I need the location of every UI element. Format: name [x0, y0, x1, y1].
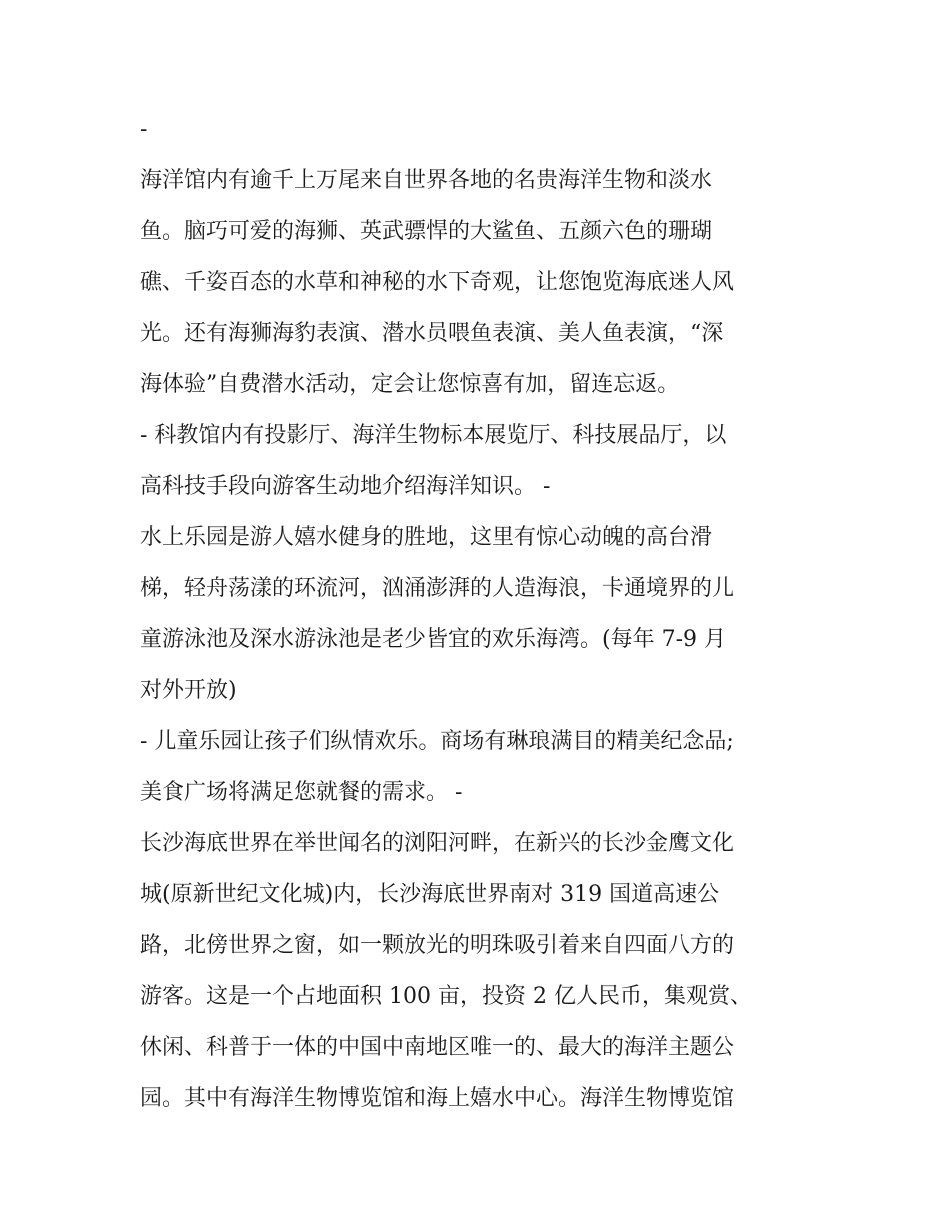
text-line: 休闲、科普于一体的中国中南地区唯一的、最大的海洋主题公 — [140, 1035, 735, 1060]
text-line: 游客。这是一个占地面积 100 亩，投资 2 亿人民币，集观赏、 — [140, 984, 752, 1009]
text-line: 路，北傍世界之窗，如一颗放光的明珠吸引着来自四面八方的 — [140, 933, 735, 958]
text-line: 鱼。脑巧可爱的海狮、英武骠悍的大鲨鱼、五颜六色的珊瑚 — [140, 219, 713, 244]
text-line: 对外开放) — [140, 678, 237, 703]
text-line: 高科技手段向游客生动地介绍海洋知识。 - — [140, 474, 551, 499]
text-line: - 儿童乐园让孩子们纵情欢乐。商场有琳琅满目的精美纪念品; — [140, 729, 734, 754]
document-body-text — [140, 104, 830, 1124]
text-line: 海体验”自费潜水活动，定会让您惊喜有加，留连忘返。 — [140, 372, 680, 397]
text-line: 美食广场将满足您就餐的需求。 - — [140, 780, 463, 805]
text-line: - 科教馆内有投影厅、海洋生物标本展览厅、科技展品厅，以 — [140, 423, 727, 448]
text-line: 童游泳池及深水游泳池是老少皆宜的欢乐海湾。(每年 7-9 月 — [140, 627, 726, 652]
text-line: 城(原新世纪文化城)内，长沙海底世界南对 319 国道高速公 — [140, 882, 720, 907]
text-line: 长沙海底世界在举世闻名的浏阳河畔，在新兴的长沙金鹰文化 — [140, 831, 735, 856]
text-line: 海洋馆内有逾千上万尾来自世界各地的名贵海洋生物和淡水 — [140, 168, 713, 193]
text-line: 园。其中有海洋生物博览馆和海上嬉水中心。海洋生物博览馆 — [140, 1086, 735, 1111]
text-line: 梯，轻舟荡漾的环流河，汹涌澎湃的人造海浪，卡通境界的儿 — [140, 576, 735, 601]
text-line: 光。还有海狮海豹表演、潜水员喂鱼表演、美人鱼表演，“深 — [140, 321, 724, 346]
text-line: - — [140, 117, 148, 142]
text-line: 水上乐园是游人嬉水健身的胜地，这里有惊心动魄的高台滑 — [140, 525, 713, 550]
text-line: 礁、千姿百态的水草和神秘的水下奇观，让您饱览海底迷人风 — [140, 270, 735, 295]
